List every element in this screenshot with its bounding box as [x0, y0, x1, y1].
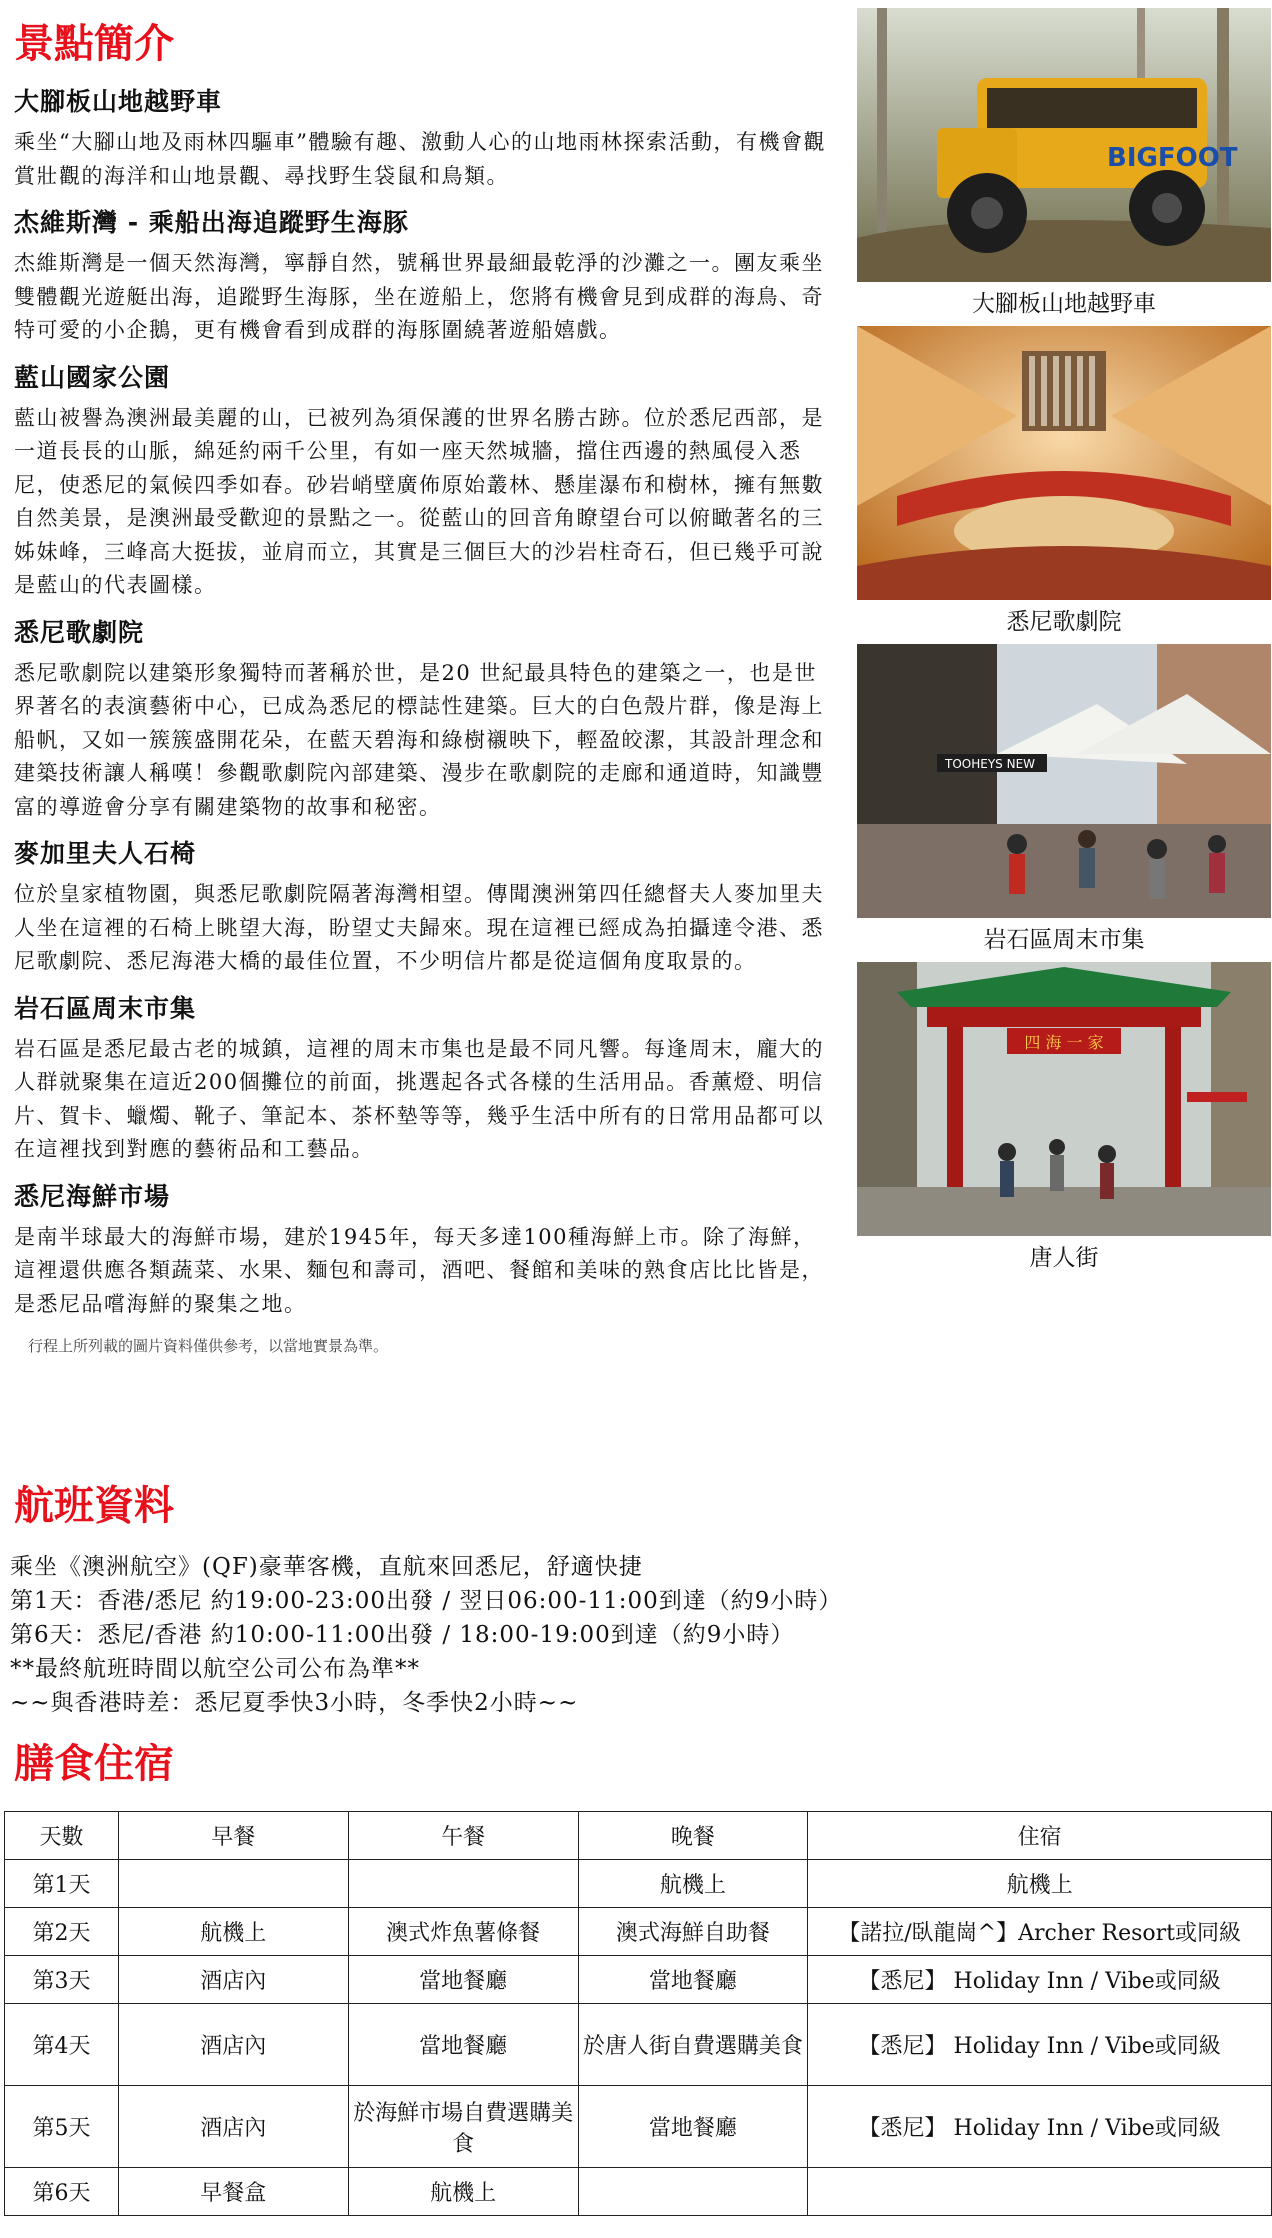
- cell-lunch: 澳式炸魚薯條餐: [348, 1908, 578, 1956]
- photo-sign-text: TOOHEYS NEW: [945, 757, 1036, 771]
- spot-body: 位於皇家植物園，與悉尼歌劇院隔著海灣相望。傳聞澳洲第四任總督夫人麥加里夫人坐在這裡的石椅上眺望大海，盼望丈夫歸來。現在這裡已經成為拍攝達令港、悉尼歌劇院、悉尼海港大橋的最佳位置，不少明信片都是從這個角度取景的。: [14, 882, 824, 973]
- market-photo-icon: [857, 644, 1271, 918]
- flight-line: 乘坐《澳洲航空》(QF)豪華客機，直航來回悉尼，舒適快捷: [10, 1554, 643, 1580]
- cell-hotel: 【悉尼】 Holiday Inn / Vibe或同級: [808, 2004, 1272, 2086]
- cell-hotel: [808, 2168, 1272, 2216]
- spot-body: 乘坐“大腳山地及雨林四驅車”體驗有趣、激動人心的山地雨林探索活動，有機會觀賞壯觀的海洋和山地景觀、尋找野生袋鼠和鳥類。: [14, 130, 826, 188]
- cell-dinner: 當地餐廳: [578, 2086, 808, 2168]
- intro-section: [14, 86, 826, 1356]
- cell-dinner: [578, 2168, 808, 2216]
- table-row: [5, 1860, 1272, 1908]
- spot-fish-market: [14, 1181, 826, 1322]
- flight-line: 第1天：香港/悉尼 約19:00-23:00出發 / 翌日06:00-11:00到達（約9小時）: [10, 1588, 843, 1614]
- table-row: [5, 1956, 1272, 2004]
- photo-opera-house: [857, 326, 1271, 644]
- cell-breakfast: [118, 1860, 348, 1908]
- spot-body: 是南半球最大的海鮮市場，建於1945年，每天多達100種海鮮上市。除了海鮮，這裡還供應各類蔬菜、水果、麵包和壽司，酒吧、餐館和美味的熟食店比比皆是，是悉尼品嚐海鮮的聚集之地。: [14, 1224, 824, 1316]
- photo-caption: 悉尼歌劇院: [1006, 609, 1122, 635]
- cell-day: 第4天: [5, 2004, 119, 2086]
- photo-caption: 岩石區周末市集: [983, 927, 1145, 953]
- cell-day: 第2天: [5, 1908, 119, 1956]
- flight-line: 第6天：悉尼/香港 約10:00-11:00出發 / 18:00-19:00到達（約9小時）: [10, 1622, 795, 1648]
- cell-breakfast: 酒店內: [118, 2086, 348, 2168]
- chinatown-gate-photo-icon: [857, 962, 1271, 1236]
- spot-title: 大腳板山地越野車: [14, 87, 223, 116]
- cell-dinner: 航機上: [578, 1860, 808, 1908]
- cell-day: 第5天: [5, 2086, 119, 2168]
- cell-dinner: 當地餐廳: [578, 1956, 808, 2004]
- cell-day: 第6天: [5, 2168, 119, 2216]
- cell-lunch: 航機上: [348, 2168, 578, 2216]
- spot-mrs-macquarie-chair: [14, 838, 826, 979]
- cell-day: 第1天: [5, 1860, 119, 1908]
- spot-title: 麥加里夫人石椅: [14, 839, 197, 868]
- intro-title: 景點簡介: [14, 21, 174, 67]
- header-lunch: 午餐: [348, 1812, 578, 1860]
- table-row: [5, 2168, 1272, 2216]
- cell-breakfast: 早餐盒: [118, 2168, 348, 2216]
- spot-title: 岩石區周末市集: [14, 993, 197, 1023]
- spot-jervis-bay: [14, 207, 826, 348]
- spot-title: 杰維斯灣 - 乘船出海追蹤野生海豚: [14, 208, 409, 237]
- spot-body: 杰維斯灣是一個天然海灣，寧靜自然，號稱世界最細最乾淨的沙灘之一。團友乘坐雙體觀光遊艇出海，追蹤野生海豚，坐在遊船上，您將有機會見到成群的海鳥、奇特可愛的小企鵝，更有機會看到成群的海豚圍繞著遊船嬉戲。: [14, 251, 824, 342]
- header-day: 天數: [5, 1812, 119, 1860]
- cell-dinner: 於唐人街自費選購美食: [578, 2004, 808, 2086]
- photo-bigfoot: [857, 8, 1271, 326]
- table-row: [5, 2086, 1272, 2168]
- photo-caption: 大腳板山地越野車: [972, 291, 1156, 317]
- header-breakfast: 早餐: [118, 1812, 348, 1860]
- spot-bigfoot: [14, 86, 826, 193]
- spot-opera-house: [14, 617, 826, 825]
- cell-lunch: [348, 1860, 578, 1908]
- header-hotel: 住宿: [808, 1812, 1272, 1860]
- spot-title: 藍山國家公園: [14, 362, 171, 392]
- photo-rocks-market: [857, 644, 1271, 962]
- flight-section: [10, 1550, 842, 1720]
- flight-line: **最終航班時間以航空公司公布為準**: [10, 1656, 420, 1682]
- flight-title: 航班資料: [14, 1483, 174, 1529]
- spot-body: 悉尼歌劇院以建築形象獨特而著稱於世，是20 世紀最具特色的建築之一，也是世界著名的表演藝術中心，已成為悉尼的標誌性建築。巨大的白色殼片群，像是海上船帆，又如一簇簇盛開花朵，在藍天碧海和綠樹襯映下，輕盈皎潔，其設計理念和建築技術讓人稱嘆！參觀歌劇院內部建築、漫步在歌劇院的走廊和通道時，知識豐富的導遊會分享有關建築物的故事和秘密。: [14, 660, 824, 819]
- photo-column: [857, 8, 1271, 1280]
- concert-hall-photo-icon: [857, 326, 1271, 600]
- spot-title: 悉尼海鮮市場: [14, 1181, 171, 1211]
- cell-breakfast: 酒店內: [118, 1956, 348, 2004]
- cell-hotel: 【諾拉/臥龍崗^】Archer Resort或同級: [808, 1908, 1272, 1956]
- header-dinner: 晚餐: [578, 1812, 808, 1860]
- cell-breakfast: 酒店內: [118, 2004, 348, 2086]
- spot-body: 岩石區是悉尼最古老的城鎮，這裡的周末市集也是最不同凡響。每逢周末，龐大的人群就聚集在這近200個攤位的前面，挑選起各式各樣的生活用品。香薰燈、明信片、賀卡、蠟燭、靴子、筆記本、茶杯墊等等，幾乎生活中所有的日常用品都可以在這裡找到對應的藝術品和工藝品。: [14, 1036, 824, 1161]
- image-disclaimer: 行程上所列載的圖片資料僅供參考，以當地實景為準。: [28, 1337, 389, 1355]
- table-row: [5, 1908, 1272, 1956]
- spot-blue-mountains: [14, 362, 826, 603]
- table-row: [5, 2004, 1272, 2086]
- meals-table: [4, 1811, 1272, 2216]
- flight-line: ~~與香港時差：悉尼夏季快3小時，冬季快2小時~~: [10, 1690, 579, 1716]
- spot-body: 藍山被譽為澳洲最美麗的山，已被列為須保護的世界名勝古跡。位於悉尼西部，是一道長長的山脈，綿延約兩千公里，有如一座天然城牆，擋住西邊的熱風侵入悉尼，使悉尼的氣候四季如春。砂岩峭壁廣佈原始叢林、懸崖瀑布和樹林，擁有無數自然美景，是澳洲最受歡迎的景點之一。從藍山的回音角瞭望台可以俯瞰著名的三姊妹峰，三峰高大挺拔，並肩而立，其實是三個巨大的沙岩柱奇石，但已幾乎可說是藍山的代表圖樣。: [14, 405, 824, 597]
- spot-title: 悉尼歌劇院: [14, 617, 145, 647]
- photo-caption: 唐人街: [1029, 1245, 1099, 1271]
- cell-breakfast: 航機上: [118, 1908, 348, 1956]
- cell-hotel: 航機上: [808, 1860, 1272, 1908]
- cell-hotel: 【悉尼】 Holiday Inn / Vibe或同級: [808, 1956, 1272, 2004]
- cell-dinner: 澳式海鮮自助餐: [578, 1908, 808, 1956]
- cell-lunch: 當地餐廳: [348, 2004, 578, 2086]
- spot-rocks-market: [14, 993, 826, 1167]
- photo-chinatown: [857, 962, 1271, 1280]
- table-header-row: [5, 1812, 1272, 1860]
- photo-sign-text: BIGFOOT: [1107, 143, 1238, 173]
- cell-day: 第3天: [5, 1956, 119, 2004]
- cell-lunch: 當地餐廳: [348, 1956, 578, 2004]
- cell-lunch: 於海鮮市場自費選購美食: [348, 2086, 578, 2168]
- meals-title: 膳食住宿: [14, 1741, 174, 1787]
- cell-hotel: 【悉尼】 Holiday Inn / Vibe或同級: [808, 2086, 1272, 2168]
- bigfoot-truck-photo-icon: [857, 8, 1271, 282]
- photo-sign-text: 四 海 一 家: [1024, 1033, 1104, 1052]
